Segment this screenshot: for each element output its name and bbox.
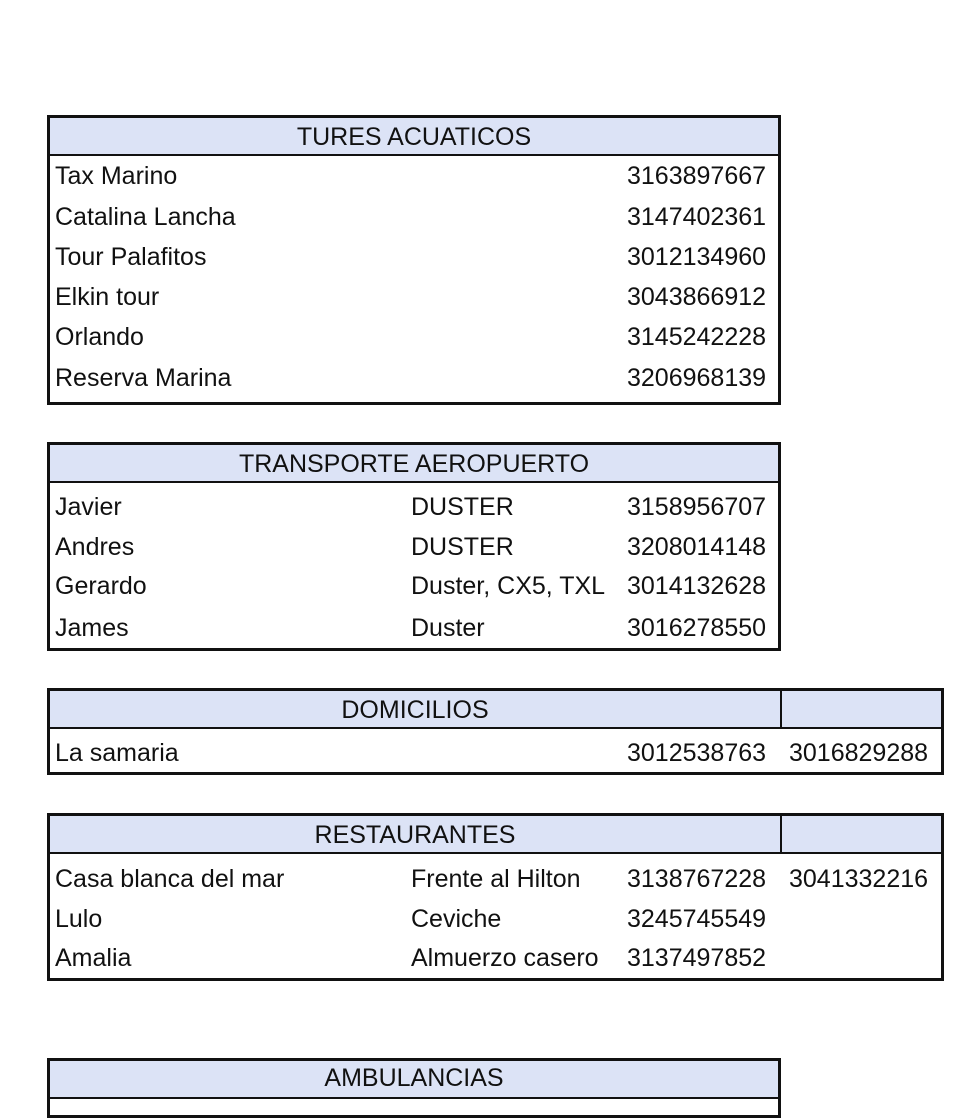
contact-phone: 3206968139	[627, 364, 767, 392]
table-row	[50, 197, 778, 237]
restaurant-detail: Frente al Hilton	[411, 865, 581, 893]
driver-name: Javier	[55, 493, 122, 521]
restaurant-detail: Ceviche	[411, 905, 502, 933]
table-row	[50, 566, 778, 606]
vehicle-type: DUSTER	[411, 493, 514, 521]
vehicle-type: Duster	[411, 614, 485, 642]
ambulancias-table	[47, 1058, 781, 1118]
driver-name: Gerardo	[55, 572, 147, 600]
ambulancias-header: AMBULANCIAS	[50, 1061, 778, 1099]
domicilios-table	[47, 688, 944, 775]
transporte-aeropuerto-table	[47, 442, 781, 651]
restaurantes-table	[47, 813, 944, 981]
restaurant-name: Lulo	[55, 905, 103, 933]
contact-phone: 3012538763	[627, 739, 767, 767]
table-row	[50, 358, 778, 398]
table-row	[50, 237, 778, 277]
table-row	[50, 733, 941, 773]
contact-phone-secondary: 3016829288	[789, 739, 929, 767]
contact-name: La samaria	[55, 739, 179, 767]
tures-acuaticos-table	[47, 115, 781, 405]
contact-phone: 3043866912	[627, 283, 767, 311]
restaurant-phone-secondary: 3041332216	[789, 865, 929, 893]
restaurant-phone: 3137497852	[627, 944, 767, 972]
domicilios-header: DOMICILIOS	[50, 691, 780, 729]
domicilios-header-extra-cell	[780, 691, 941, 729]
table-row	[50, 277, 778, 317]
restaurant-detail: Almuerzo casero	[411, 944, 599, 972]
contact-name: Orlando	[55, 323, 144, 351]
restaurant-phone: 3138767228	[627, 865, 767, 893]
transporte-aeropuerto-header: TRANSPORTE AEROPUERTO	[50, 445, 778, 483]
vehicle-type: DUSTER	[411, 533, 514, 561]
contact-phone: 3145242228	[627, 323, 767, 351]
driver-phone: 3208014148	[627, 533, 767, 561]
driver-phone: 3016278550	[627, 614, 767, 642]
table-row	[50, 317, 778, 357]
table-row	[50, 859, 941, 899]
restaurantes-header-extra-cell	[780, 816, 941, 854]
driver-name: Andres	[55, 533, 135, 561]
driver-phone: 3158956707	[627, 493, 767, 521]
restaurant-name: Amalia	[55, 944, 132, 972]
contact-phone: 3147402361	[627, 203, 767, 231]
restaurant-name: Casa blanca del mar	[55, 865, 285, 893]
restaurantes-header: RESTAURANTES	[50, 816, 780, 854]
contact-name: Reserva Marina	[55, 364, 232, 392]
driver-phone: 3014132628	[627, 572, 767, 600]
contact-name: Elkin tour	[55, 283, 160, 311]
driver-name: James	[55, 614, 129, 642]
contact-name: Catalina Lancha	[55, 203, 236, 231]
tures-acuaticos-header: TURES ACUATICOS	[50, 118, 778, 156]
table-row	[50, 608, 778, 648]
contact-phone: 3012134960	[627, 243, 767, 271]
restaurant-phone: 3245745549	[627, 905, 767, 933]
contact-phone: 3163897667	[627, 162, 767, 190]
table-row	[50, 938, 941, 978]
table-row	[50, 487, 778, 527]
contact-name: Tax Marino	[55, 162, 178, 190]
table-row	[50, 899, 941, 939]
vehicle-type: Duster, CX5, TXL	[411, 572, 606, 600]
table-row	[50, 156, 778, 196]
contact-name: Tour Palafitos	[55, 243, 207, 271]
table-row	[50, 527, 778, 567]
